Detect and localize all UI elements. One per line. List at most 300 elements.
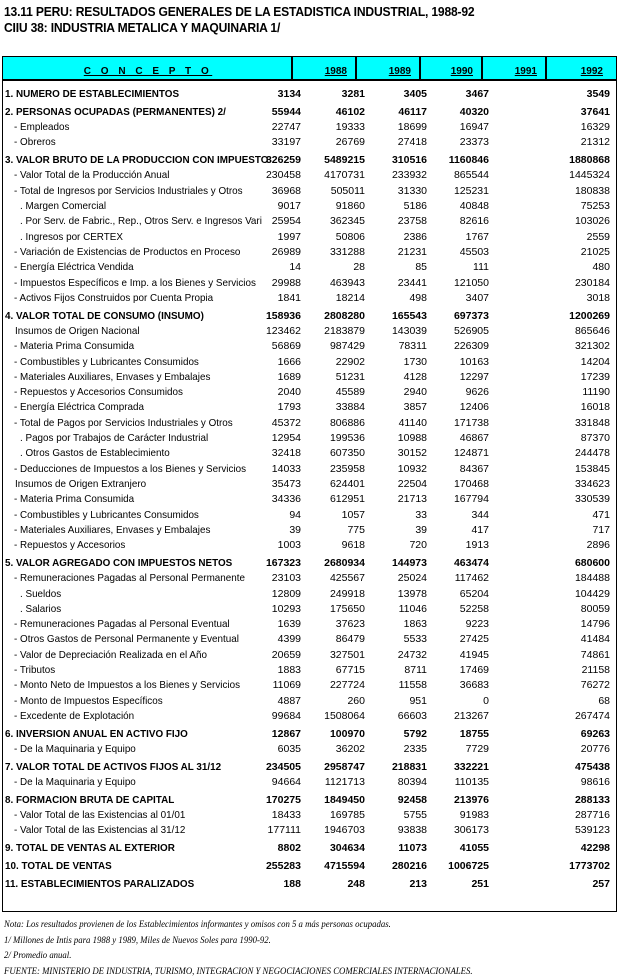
row-label: . Sueldos <box>20 587 61 602</box>
cell-1989: 248 <box>295 877 365 892</box>
cell-1991: 12406 <box>419 400 489 415</box>
row-label: 11. ESTABLECIMIENTOS PARALIZADOS <box>5 877 194 892</box>
cell-1991: 417 <box>419 523 489 538</box>
cell-1990: 30152 <box>357 446 427 461</box>
cell-1991: 45503 <box>419 245 489 260</box>
row-label: 2. PERSONAS OCUPADAS (PERMANENTES) 2/ <box>5 105 226 120</box>
cell-1988: 123462 <box>231 324 301 339</box>
cell-1988: 158936 <box>231 309 301 324</box>
cell-1988: 14 <box>231 260 301 275</box>
table-row <box>3 617 616 632</box>
row-label: . Por Serv. de Fabric., Rep., Otros Serv. e Ingresos Vari <box>20 214 262 229</box>
cell-1989: 169785 <box>295 808 365 823</box>
row-label: - Valor de Depreciación Realizada en el Año <box>14 648 207 663</box>
cell-1990: 2335 <box>357 742 427 757</box>
cell-1988: 20659 <box>231 648 301 663</box>
row-label: - Deducciones de Impuestos a los Bienes y Servicios <box>14 462 246 477</box>
cell-1988: 4399 <box>231 632 301 647</box>
table-row <box>3 859 616 874</box>
cell-1988: 167323 <box>231 556 301 571</box>
cell-1992: 16329 <box>540 120 610 135</box>
cell-1992: 471 <box>540 508 610 523</box>
cell-1992: 2896 <box>540 538 610 553</box>
cell-1989: 3281 <box>295 87 365 102</box>
cell-1991: 125231 <box>419 184 489 199</box>
cell-1990: 213 <box>357 877 427 892</box>
cell-1989: 36202 <box>295 742 365 757</box>
cell-1991: 91983 <box>419 808 489 823</box>
table-row <box>3 153 616 168</box>
table-row <box>3 587 616 602</box>
table-row <box>3 602 616 617</box>
cell-1991: 213267 <box>419 709 489 724</box>
row-label: - Energía Eléctrica Vendida <box>14 260 134 275</box>
cell-1989: 806886 <box>295 416 365 431</box>
cell-1992: 1200269 <box>540 309 610 324</box>
row-label: - Otros Gastos de Personal Permanente y Eventual <box>14 632 239 647</box>
cell-1989: 331288 <box>295 245 365 260</box>
row-label: . Salarios <box>20 602 61 617</box>
cell-1991: 111 <box>419 260 489 275</box>
cell-1990: 80394 <box>357 775 427 790</box>
cell-1991: 213976 <box>419 793 489 808</box>
table-row <box>3 775 616 790</box>
cell-1992: 87370 <box>540 431 610 446</box>
cell-1991: 52258 <box>419 602 489 617</box>
table-row <box>3 648 616 663</box>
header-year-1990: 1990 <box>421 57 481 79</box>
cell-1992: 288133 <box>540 793 610 808</box>
table-row <box>3 793 616 808</box>
cell-1992: 69263 <box>540 727 610 742</box>
row-label: . Ingresos por CERTEX <box>20 230 123 245</box>
cell-1988: 1997 <box>231 230 301 245</box>
cell-1989: 463943 <box>295 276 365 291</box>
cell-1988: 33197 <box>231 135 301 150</box>
row-label: - Remuneraciones Pagadas al Personal Permanente <box>14 571 245 586</box>
row-label: - Repuestos y Accesorios <box>14 538 125 553</box>
cell-1991: 3407 <box>419 291 489 306</box>
cell-1990: 21231 <box>357 245 427 260</box>
row-label: Insumos de Origen Extranjero <box>15 477 146 492</box>
cell-1992: 104429 <box>540 587 610 602</box>
cell-1992: 480 <box>540 260 610 275</box>
cell-1992: 330539 <box>540 492 610 507</box>
cell-1989: 28 <box>295 260 365 275</box>
cell-1988: 1841 <box>231 291 301 306</box>
table-row <box>3 324 616 339</box>
cell-1988: 1639 <box>231 617 301 632</box>
cell-1989: 2183879 <box>295 324 365 339</box>
cell-1989: 1057 <box>295 508 365 523</box>
cell-1989: 987429 <box>295 339 365 354</box>
cell-1992: 2559 <box>540 230 610 245</box>
table-row <box>3 120 616 135</box>
row-label: - De la Maquinaria y Equipo <box>14 742 136 757</box>
cell-1989: 304634 <box>295 841 365 856</box>
table-row <box>3 538 616 553</box>
cell-1989: 33884 <box>295 400 365 415</box>
cell-1990: 10988 <box>357 431 427 446</box>
cell-1992: 230184 <box>540 276 610 291</box>
cell-1992: 267474 <box>540 709 610 724</box>
table-row <box>3 523 616 538</box>
table-row <box>3 370 616 385</box>
row-label: Insumos de Origen Nacional <box>15 324 140 339</box>
cell-1991: 41945 <box>419 648 489 663</box>
table-body <box>3 87 616 892</box>
cell-1992: 539123 <box>540 823 610 838</box>
cell-1988: 255283 <box>231 859 301 874</box>
cell-1988: 32418 <box>231 446 301 461</box>
cell-1989: 91860 <box>295 199 365 214</box>
cell-1988: 1793 <box>231 400 301 415</box>
table-row <box>3 760 616 775</box>
cell-1991: 7729 <box>419 742 489 757</box>
cell-1990: 8711 <box>357 663 427 678</box>
cell-1992: 11190 <box>540 385 610 400</box>
note-units: 1/ Millones de Intis para 1988 y 1989, Miles de Nuevos Soles para 1990-92. <box>4 934 473 950</box>
cell-1988: 99684 <box>231 709 301 724</box>
row-label: - Tributos <box>14 663 55 678</box>
cell-1988: 14033 <box>231 462 301 477</box>
cell-1989: 1849450 <box>295 793 365 808</box>
table-row <box>3 678 616 693</box>
note-average: 2/ Promedio anual. <box>4 949 473 965</box>
cell-1988: 39 <box>231 523 301 538</box>
cell-1989: 1946703 <box>295 823 365 838</box>
cell-1990: 1863 <box>357 617 427 632</box>
cell-1992: 331848 <box>540 416 610 431</box>
cell-1990: 11046 <box>357 602 427 617</box>
row-label: - Valor Total de la Producción Anual <box>14 168 169 183</box>
cell-1988: 6035 <box>231 742 301 757</box>
table-row <box>3 184 616 199</box>
table-row <box>3 492 616 507</box>
cell-1988: 1883 <box>231 663 301 678</box>
cell-1990: 233932 <box>357 168 427 183</box>
cell-1992: 14796 <box>540 617 610 632</box>
header-concept: C O N C E P T O <box>3 57 293 79</box>
cell-1991: 251 <box>419 877 489 892</box>
cell-1991: 16947 <box>419 120 489 135</box>
cell-1992: 37641 <box>540 105 610 120</box>
row-label: - Empleados <box>14 120 69 135</box>
cell-1990: 66603 <box>357 709 427 724</box>
cell-1992: 21158 <box>540 663 610 678</box>
cell-1991: 82616 <box>419 214 489 229</box>
cell-1988: 25954 <box>231 214 301 229</box>
cell-1991: 40848 <box>419 199 489 214</box>
cell-1990: 951 <box>357 694 427 709</box>
cell-1988: 36968 <box>231 184 301 199</box>
cell-1991: 1160846 <box>419 153 489 168</box>
cell-1992: 244478 <box>540 446 610 461</box>
table-row <box>3 339 616 354</box>
row-label: 3. VALOR BRUTO DE LA PRODUCCION CON IMPUESTO <box>5 153 268 168</box>
cell-1989: 50806 <box>295 230 365 245</box>
cell-1990: 5533 <box>357 632 427 647</box>
table-row <box>3 877 616 892</box>
row-label: - Monto de Impuestos Específicos <box>14 694 163 709</box>
row-label: - Valor Total de las Existencias al 01/01 <box>14 808 185 823</box>
cell-1992: 21312 <box>540 135 610 150</box>
cell-1991: 18755 <box>419 727 489 742</box>
cell-1991: 167794 <box>419 492 489 507</box>
cell-1989: 4715594 <box>295 859 365 874</box>
cell-1992: 75253 <box>540 199 610 214</box>
table-row <box>3 663 616 678</box>
row-label: 5. VALOR AGREGADO CON IMPUESTOS NETOS <box>5 556 232 571</box>
cell-1988: 188 <box>231 877 301 892</box>
cell-1992: 14204 <box>540 355 610 370</box>
cell-1990: 1730 <box>357 355 427 370</box>
cell-1991: 3467 <box>419 87 489 102</box>
row-label: 9. TOTAL DE VENTAS AL EXTERIOR <box>5 841 175 856</box>
cell-1991: 46867 <box>419 431 489 446</box>
cell-1992: 3018 <box>540 291 610 306</box>
cell-1989: 425567 <box>295 571 365 586</box>
cell-1988: 10293 <box>231 602 301 617</box>
cell-1990: 18699 <box>357 120 427 135</box>
table-row <box>3 632 616 647</box>
row-label: . Otros Gastos de Establecimiento <box>20 446 170 461</box>
cell-1989: 46102 <box>295 105 365 120</box>
cell-1991: 9626 <box>419 385 489 400</box>
cell-1990: 5186 <box>357 199 427 214</box>
row-label: - Excedente de Explotación <box>14 709 134 724</box>
cell-1988: 12809 <box>231 587 301 602</box>
cell-1992: 41484 <box>540 632 610 647</box>
cell-1989: 18214 <box>295 291 365 306</box>
cell-1989: 362345 <box>295 214 365 229</box>
table-row <box>3 400 616 415</box>
cell-1990: 78311 <box>357 339 427 354</box>
table-row <box>3 385 616 400</box>
cell-1992: 680600 <box>540 556 610 571</box>
row-label: - Variación de Existencias de Productos en Proceso <box>14 245 240 260</box>
table-row <box>3 245 616 260</box>
cell-1992: 287716 <box>540 808 610 823</box>
cell-1989: 2958747 <box>295 760 365 775</box>
row-label: 6. INVERSION ANUAL EN ACTIVO FIJO <box>5 727 188 742</box>
cell-1990: 41140 <box>357 416 427 431</box>
table-title: 13.11 PERU: RESULTADOS GENERALES DE LA ESTADISTICA INDUSTRIAL, 1988-92 <box>4 4 474 19</box>
cell-1991: 124871 <box>419 446 489 461</box>
cell-1990: 218831 <box>357 760 427 775</box>
header-year-1992: 1992 <box>547 57 615 79</box>
cell-1992: 17239 <box>540 370 610 385</box>
cell-1990: 3405 <box>357 87 427 102</box>
cell-1989: 26769 <box>295 135 365 150</box>
table-row <box>3 276 616 291</box>
table-row <box>3 230 616 245</box>
table-row <box>3 841 616 856</box>
table-row <box>3 431 616 446</box>
table-row <box>3 477 616 492</box>
cell-1989: 2680934 <box>295 556 365 571</box>
row-label: 7. VALOR TOTAL DE ACTIVOS FIJOS AL 31/12 <box>5 760 221 775</box>
table-row <box>3 556 616 571</box>
cell-1992: 20776 <box>540 742 610 757</box>
cell-1991: 17469 <box>419 663 489 678</box>
cell-1988: 22747 <box>231 120 301 135</box>
cell-1989: 175650 <box>295 602 365 617</box>
table-row <box>3 823 616 838</box>
cell-1990: 2940 <box>357 385 427 400</box>
cell-1988: 12954 <box>231 431 301 446</box>
cell-1988: 326259 <box>231 153 301 168</box>
cell-1989: 227724 <box>295 678 365 693</box>
cell-1990: 143039 <box>357 324 427 339</box>
cell-1991: 0 <box>419 694 489 709</box>
cell-1991: 12297 <box>419 370 489 385</box>
cell-1990: 10932 <box>357 462 427 477</box>
cell-1988: 29988 <box>231 276 301 291</box>
cell-1991: 23373 <box>419 135 489 150</box>
cell-1988: 12867 <box>231 727 301 742</box>
header-year-1989: 1989 <box>357 57 419 79</box>
cell-1988: 234505 <box>231 760 301 775</box>
cell-1992: 184488 <box>540 571 610 586</box>
cell-1991: 84367 <box>419 462 489 477</box>
cell-1992: 21025 <box>540 245 610 260</box>
cell-1990: 144973 <box>357 556 427 571</box>
table-row <box>3 416 616 431</box>
cell-1992: 98616 <box>540 775 610 790</box>
cell-1991: 117462 <box>419 571 489 586</box>
cell-1988: 2040 <box>231 385 301 400</box>
cell-1988: 35473 <box>231 477 301 492</box>
table-row <box>3 742 616 757</box>
cell-1991: 9223 <box>419 617 489 632</box>
cell-1990: 22504 <box>357 477 427 492</box>
cell-1989: 2808280 <box>295 309 365 324</box>
cell-1991: 121050 <box>419 276 489 291</box>
cell-1989: 624401 <box>295 477 365 492</box>
cell-1992: 68 <box>540 694 610 709</box>
cell-1990: 31330 <box>357 184 427 199</box>
cell-1991: 697373 <box>419 309 489 324</box>
cell-1989: 327501 <box>295 648 365 663</box>
cell-1989: 775 <box>295 523 365 538</box>
statistics-table <box>2 56 617 912</box>
row-label: - Combustibles y Lubricantes Consumidos <box>14 355 199 370</box>
cell-1988: 23103 <box>231 571 301 586</box>
cell-1989: 67715 <box>295 663 365 678</box>
cell-1990: 280216 <box>357 859 427 874</box>
cell-1988: 26989 <box>231 245 301 260</box>
cell-1990: 93838 <box>357 823 427 838</box>
cell-1988: 9017 <box>231 199 301 214</box>
table-row <box>3 709 616 724</box>
cell-1990: 21713 <box>357 492 427 507</box>
cell-1991: 110135 <box>419 775 489 790</box>
cell-1992: 1445324 <box>540 168 610 183</box>
cell-1990: 24732 <box>357 648 427 663</box>
cell-1989: 612951 <box>295 492 365 507</box>
cell-1988: 4887 <box>231 694 301 709</box>
cell-1992: 80059 <box>540 602 610 617</box>
table-row <box>3 508 616 523</box>
cell-1989: 1508064 <box>295 709 365 724</box>
cell-1988: 170275 <box>231 793 301 808</box>
cell-1989: 86479 <box>295 632 365 647</box>
cell-1988: 55944 <box>231 105 301 120</box>
cell-1988: 11069 <box>231 678 301 693</box>
table-row <box>3 694 616 709</box>
cell-1992: 717 <box>540 523 610 538</box>
cell-1992: 103026 <box>540 214 610 229</box>
row-label: - Total de Ingresos por Servicios Industriales y Otros <box>14 184 243 199</box>
table-row <box>3 135 616 150</box>
cell-1989: 235958 <box>295 462 365 477</box>
table-row <box>3 291 616 306</box>
row-label: 10. TOTAL DE VENTAS <box>5 859 112 874</box>
cell-1990: 13978 <box>357 587 427 602</box>
cell-1990: 2386 <box>357 230 427 245</box>
cell-1992: 321302 <box>540 339 610 354</box>
cell-1991: 10163 <box>419 355 489 370</box>
cell-1991: 865544 <box>419 168 489 183</box>
cell-1988: 18433 <box>231 808 301 823</box>
cell-1990: 46117 <box>357 105 427 120</box>
table-header <box>3 57 616 81</box>
table-row <box>3 355 616 370</box>
table-row <box>3 87 616 102</box>
cell-1991: 1913 <box>419 538 489 553</box>
cell-1988: 230458 <box>231 168 301 183</box>
cell-1991: 171738 <box>419 416 489 431</box>
cell-1991: 1006725 <box>419 859 489 874</box>
row-label: - De la Maquinaria y Equipo <box>14 775 136 790</box>
table-row <box>3 214 616 229</box>
cell-1990: 3857 <box>357 400 427 415</box>
cell-1988: 8802 <box>231 841 301 856</box>
cell-1989: 1121713 <box>295 775 365 790</box>
cell-1991: 463474 <box>419 556 489 571</box>
row-label: - Materiales Auxiliares, Envases y Embalajes <box>14 370 210 385</box>
cell-1991: 1767 <box>419 230 489 245</box>
table-row <box>3 446 616 461</box>
cell-1990: 4128 <box>357 370 427 385</box>
cell-1989: 22902 <box>295 355 365 370</box>
cell-1990: 720 <box>357 538 427 553</box>
cell-1988: 1003 <box>231 538 301 553</box>
cell-1988: 3134 <box>231 87 301 102</box>
cell-1989: 5489215 <box>295 153 365 168</box>
cell-1992: 865646 <box>540 324 610 339</box>
cell-1989: 100970 <box>295 727 365 742</box>
cell-1992: 74861 <box>540 648 610 663</box>
note-general: Nota: Los resultados provienen de los Establecimientos informantes y omisos con 5 a más personas ocupadas. <box>4 918 473 934</box>
table-row <box>3 168 616 183</box>
cell-1990: 11073 <box>357 841 427 856</box>
cell-1992: 334623 <box>540 477 610 492</box>
cell-1990: 27418 <box>357 135 427 150</box>
cell-1989: 45589 <box>295 385 365 400</box>
row-label: - Total de Pagos por Servicios Industriales y Otros <box>14 416 233 431</box>
table-row <box>3 808 616 823</box>
cell-1990: 92458 <box>357 793 427 808</box>
cell-1990: 5755 <box>357 808 427 823</box>
cell-1988: 177111 <box>231 823 301 838</box>
cell-1992: 76272 <box>540 678 610 693</box>
cell-1992: 153845 <box>540 462 610 477</box>
cell-1989: 607350 <box>295 446 365 461</box>
cell-1989: 4170731 <box>295 168 365 183</box>
table-row <box>3 727 616 742</box>
